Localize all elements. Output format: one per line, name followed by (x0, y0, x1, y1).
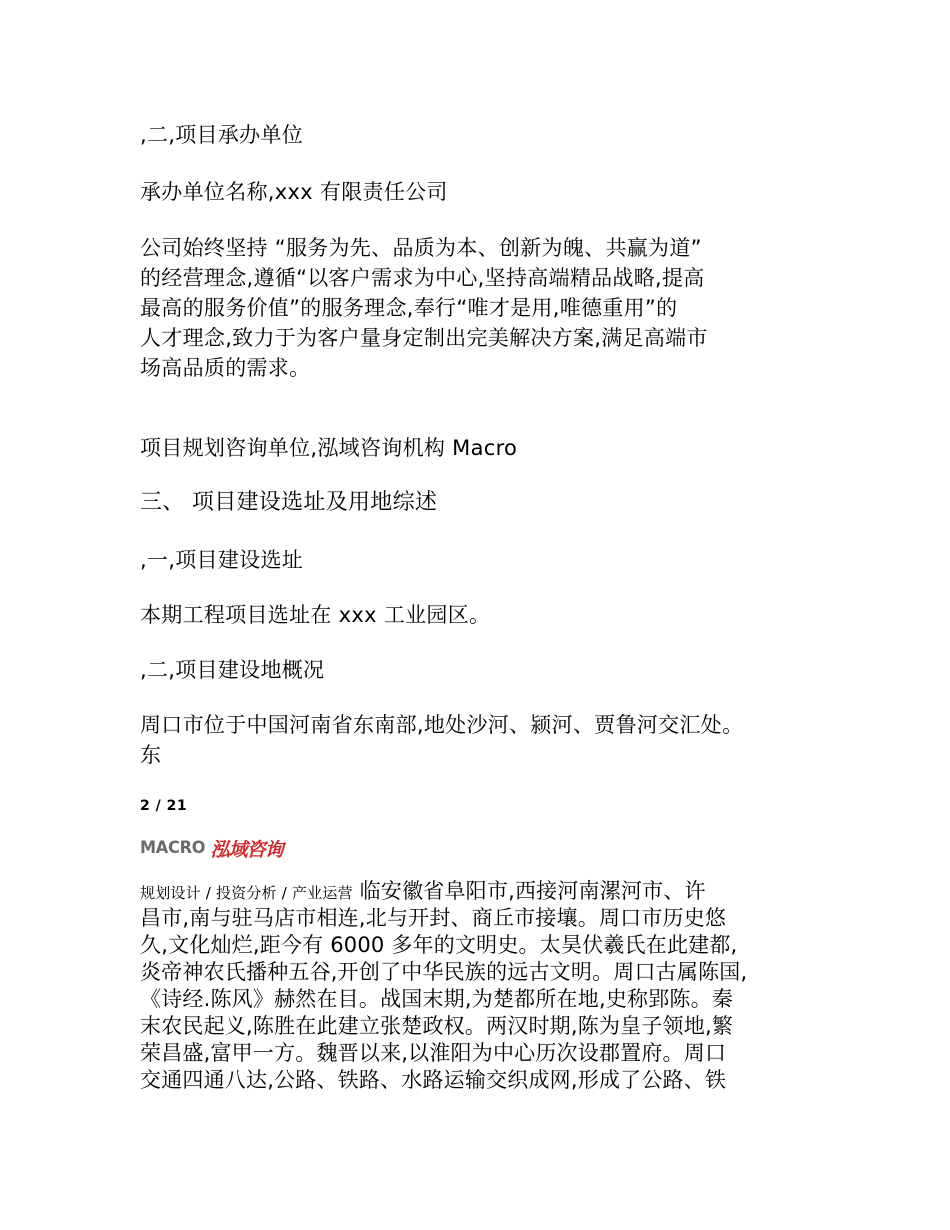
tagline: 规划设计 / 投资分析 / 产业运营 (140, 884, 353, 902)
consulting-unit-line: 项目规划咨询单位,泓域咨询机构 Macro (140, 436, 518, 460)
paragraph-line: 久,文化灿烂,距今有 6000 多年的文明史。太昊伏羲氏在此建都, (140, 933, 738, 957)
paragraph-line: 东 (140, 743, 162, 767)
paragraph-line: 人才理念,致力于为客户量身定制出完美解决方案,满足高端市 (140, 326, 708, 350)
logo-latin-text: MACRO (140, 838, 206, 858)
section-3-2-heading: ,二,项目建设地概况 (140, 658, 325, 682)
paragraph-line: 末农民起义,陈胜在此建立张楚政权。两汉时期,陈为皇子领地,繁 (140, 1014, 734, 1038)
paragraph-line: 场高品质的需求。 (140, 356, 311, 380)
paragraph-line: 荣昌盛,富甲一方。魏晋以来,以淮阳为中心历次设郡置府。周口 (140, 1041, 727, 1065)
overview-paragraph (140, 710, 820, 770)
site-line: 本期工程项目选址在 xxx 工业园区。 (140, 603, 491, 627)
sponsor-name-line: 承办单位名称,xxx 有限责任公司 (140, 180, 448, 204)
page-number: 2 / 21 (140, 798, 188, 814)
paragraph-line: 《诗经.陈风》赫然在目。战国末期,为楚都所在地,史称郢陈。秦 (140, 987, 734, 1011)
continuation-paragraph (140, 878, 840, 1094)
paragraph-line: 的经营理念,遵循“以客户需求为中心,坚持高端精品战略,提高 (140, 266, 705, 290)
section-2-2-heading: ,二,项目承办单位 (140, 123, 304, 147)
continuation-first-line: 临安徽省阜阳市,西接河南漯河市、许 (359, 879, 706, 903)
paragraph-line: 炎帝神农氏播种五谷,开创了中华民族的远古文明。周口古属陈国, (140, 960, 748, 984)
paragraph-line: 周口市位于中国河南省东南部,地处沙河、颍河、贾鲁河交汇处。 (140, 713, 744, 737)
logo-chinese-text: 泓域咨询 (210, 838, 283, 861)
paragraph-line (140, 878, 840, 905)
paragraph-line: 公司始终坚持 “服务为先、品质为本、创新为魄、共赢为道” (140, 236, 702, 260)
company-paragraph (140, 233, 820, 383)
section-3-1-heading: ,一,项目建设选址 (140, 548, 304, 572)
paragraph-line: 昌市,南与驻马店市相连,北与开封、商丘市接壤。周口市历史悠 (140, 906, 727, 930)
paragraph-line: 交通四通八达,公路、铁路、水路运输交织成网,形成了公路、铁 (140, 1068, 727, 1092)
macro-logo (140, 836, 283, 860)
paragraph-line: 最高的服务价值”的服务理念,奉行“唯才是用,唯德重用”的 (140, 296, 678, 320)
section-3-heading: 三、 项目建设选址及用地综述 (140, 490, 438, 515)
